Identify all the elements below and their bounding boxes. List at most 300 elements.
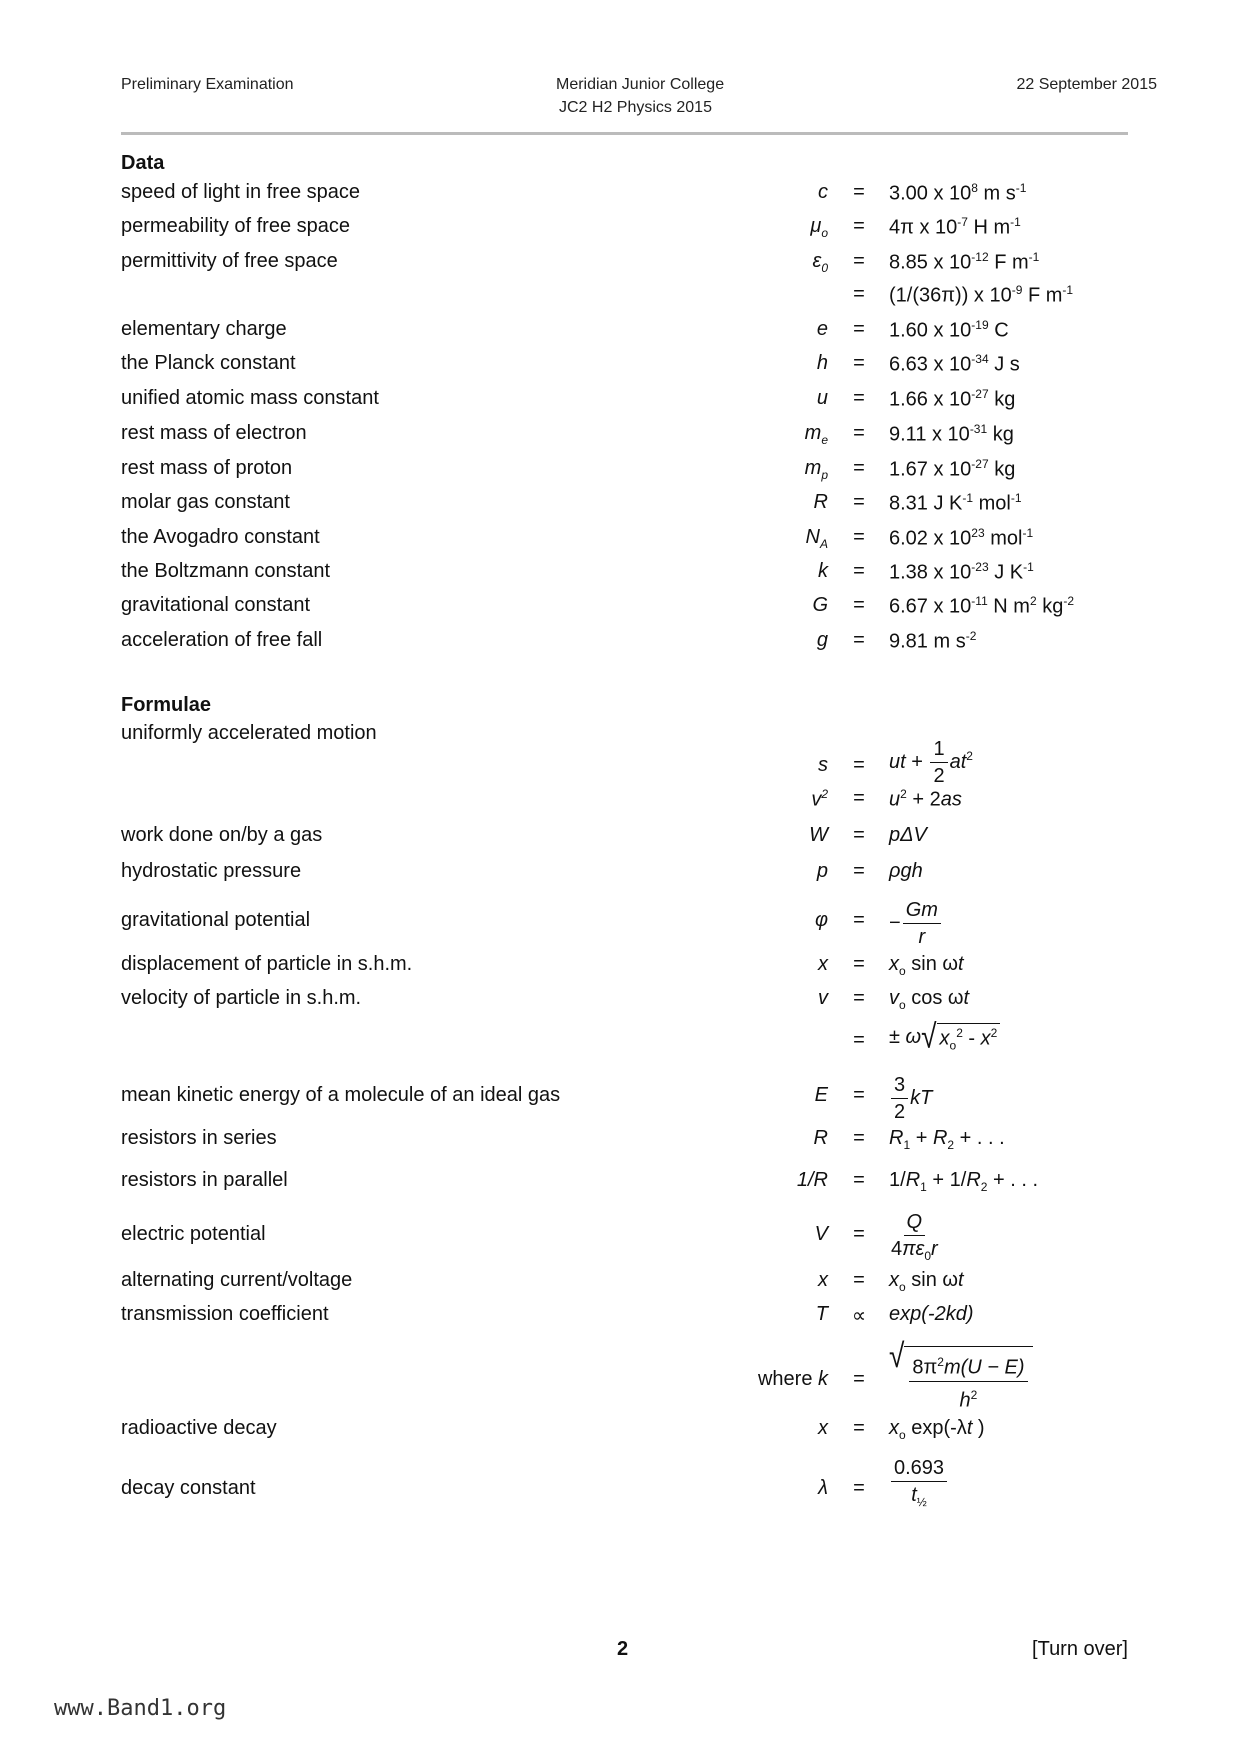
equals-sign: =	[853, 283, 865, 305]
superscript: -9	[1011, 283, 1023, 297]
text: 6.67 x 10	[889, 595, 972, 618]
math-text: h	[959, 1389, 971, 1412]
text: + . . .	[954, 1127, 1005, 1149]
constant-value	[889, 250, 1039, 275]
text: 8.31 J K	[889, 492, 963, 515]
data-heading: Data	[121, 152, 165, 174]
formula-row	[0, 1211, 1239, 1263]
text: 3	[894, 1074, 906, 1096]
text: k	[818, 560, 828, 582]
text: +	[910, 1127, 933, 1149]
denominator	[911, 1482, 927, 1515]
text: 2	[894, 1101, 906, 1123]
superscript: -19	[971, 318, 989, 332]
constant-label: molar gas constant	[121, 491, 290, 513]
equals-sign: =	[853, 860, 865, 882]
superscript: 2	[937, 1355, 944, 1369]
subscript: o	[899, 998, 906, 1012]
math-text: t	[911, 1484, 917, 1506]
math-text: t	[966, 1417, 973, 1439]
header-left: Preliminary Examination	[121, 76, 294, 93]
text: 1.60 x 10	[889, 319, 972, 342]
subscript: 2	[947, 1138, 955, 1152]
constant-row	[0, 352, 1239, 382]
constant-label: acceleration of free fall	[121, 629, 323, 651]
subscript: ½	[916, 1495, 927, 1509]
text: 9.11 x 10	[889, 423, 970, 446]
constant-label: the Planck constant	[121, 352, 296, 374]
formula-label: gravitational potential	[121, 909, 311, 931]
fraction	[891, 1455, 947, 1515]
text: + 2	[906, 788, 941, 811]
subscript: 1	[920, 1180, 927, 1194]
radical-sign: √	[889, 1336, 905, 1375]
text: kg	[988, 458, 1016, 481]
formula-value	[889, 860, 923, 883]
text: 2	[933, 765, 945, 787]
formula-label: transmission coefficient	[121, 1303, 329, 1325]
subscript: e	[821, 433, 828, 447]
constant-value	[889, 352, 1020, 377]
math-text: t	[957, 1269, 964, 1291]
constant-value	[889, 457, 1015, 482]
watermark: www.Band1.org	[54, 1696, 227, 1721]
text: )	[972, 1417, 985, 1439]
text: λ	[818, 1477, 828, 1499]
superscript: 2	[1029, 594, 1037, 608]
text: 6.63 x 10	[889, 353, 972, 376]
text: 1/	[796, 1169, 814, 1191]
superscript: -2	[965, 629, 977, 643]
text: J K	[988, 561, 1024, 584]
math-text: x	[939, 1027, 950, 1050]
text: G	[812, 594, 828, 616]
text: F m	[988, 251, 1029, 274]
equals-sign: =	[853, 1269, 865, 1291]
constant-label: the Avogadro constant	[121, 526, 320, 548]
formula-label: hydrostatic pressure	[121, 860, 302, 882]
formula-symbol	[797, 1169, 828, 1192]
equals-sign: =	[853, 1417, 865, 1439]
text: 4	[891, 1238, 903, 1260]
formula-label: mean kinetic energy of a molecule of an ideal gas	[121, 1084, 561, 1106]
formula-row	[0, 899, 1239, 948]
formula-value	[889, 1455, 949, 1515]
equals-sign: =	[853, 1169, 865, 1191]
text: m	[804, 457, 822, 479]
equals-sign: =	[853, 526, 865, 548]
text: N m	[987, 595, 1030, 618]
formula-symbol	[818, 1417, 828, 1440]
superscript: 2	[821, 787, 828, 801]
math-text: u	[889, 788, 901, 811]
text: exp(-λ	[905, 1417, 967, 1439]
square-root	[889, 1336, 1033, 1413]
denominator	[960, 1382, 978, 1414]
constant-row	[0, 629, 1239, 659]
denominator	[891, 1236, 938, 1269]
math-text: m(U − E)	[943, 1356, 1025, 1379]
constant-row	[0, 560, 1239, 590]
equals-sign: =	[853, 250, 865, 272]
formula-symbol	[818, 953, 828, 976]
formula-label: resistors in parallel	[121, 1169, 288, 1191]
equals-sign: =	[853, 387, 865, 409]
constant-row	[0, 526, 1239, 556]
text: cos ω	[905, 987, 964, 1009]
equals-sign: =	[853, 987, 865, 1009]
formula-value	[889, 953, 964, 978]
math-text: R	[813, 1169, 828, 1191]
constant-label: gravitational constant	[121, 594, 311, 616]
constant-row	[0, 283, 1239, 313]
denominator	[894, 1099, 905, 1125]
superscript: -27	[971, 457, 989, 471]
formula-label: electric potential	[121, 1223, 266, 1245]
subscript: A	[819, 537, 828, 551]
square-root	[921, 1017, 1000, 1055]
math-text: exp(-2	[889, 1303, 946, 1325]
superscript: -34	[971, 352, 989, 366]
text: −	[889, 911, 901, 934]
formula-value	[889, 1072, 932, 1125]
text: 1	[933, 738, 945, 760]
constant-symbol	[817, 318, 828, 341]
text: + 1/	[926, 1169, 967, 1191]
numerator	[909, 1349, 1027, 1382]
text: (1/(36π)) x 10	[889, 284, 1012, 307]
subscript: 2	[980, 1180, 988, 1194]
text: ε	[812, 250, 822, 272]
text: 8π	[912, 1356, 938, 1379]
constant-value	[889, 526, 1033, 551]
superscript: 23	[971, 526, 985, 540]
math-text: r	[931, 1238, 938, 1260]
equals-sign: =	[853, 1029, 865, 1051]
text: 4π x 10	[889, 216, 958, 239]
subscript: o	[899, 964, 906, 978]
constant-row	[0, 215, 1239, 245]
text: H m	[967, 216, 1011, 239]
constant-value	[889, 594, 1074, 619]
formula-row	[0, 1269, 1239, 1299]
constant-label: the Boltzmann constant	[121, 560, 331, 582]
text: 8.85 x 10	[889, 251, 972, 274]
equals-sign: =	[853, 1127, 865, 1149]
superscript: -31	[969, 422, 988, 436]
math-text: R	[966, 1169, 981, 1191]
superscript: -2	[1063, 594, 1075, 608]
text: 1/	[889, 1169, 906, 1191]
formula-value	[889, 1127, 1005, 1152]
text: T	[815, 1303, 828, 1325]
math-text: ut	[889, 750, 906, 773]
formula-symbol	[758, 1368, 828, 1391]
numerator	[891, 1072, 908, 1099]
math-text: x	[980, 1027, 991, 1050]
superscript: -1	[1010, 215, 1021, 229]
math-text: t	[957, 953, 964, 975]
text: +	[905, 750, 929, 773]
denominator	[933, 763, 944, 789]
constant-symbol	[812, 594, 828, 617]
fraction	[891, 1072, 908, 1125]
math-text: kT	[910, 1086, 933, 1109]
constant-symbol	[805, 422, 828, 447]
header-school: Meridian Junior College	[556, 76, 725, 93]
text: x	[818, 1269, 828, 1291]
fraction	[909, 1349, 1027, 1413]
text: c	[818, 181, 828, 203]
text: mol	[984, 527, 1023, 550]
constant-row	[0, 491, 1239, 521]
formula-row	[0, 987, 1239, 1017]
formula-row	[0, 953, 1239, 983]
math-text: Gm	[905, 899, 938, 921]
formula-row	[0, 1169, 1239, 1199]
constant-row	[0, 318, 1239, 348]
equals-sign: =	[853, 318, 865, 340]
text: 6.02 x 10	[889, 527, 972, 550]
superscript: -7	[957, 215, 968, 229]
text: kg	[987, 423, 1014, 446]
constant-value	[889, 422, 1014, 447]
text: R	[813, 491, 828, 513]
text: ±	[889, 1026, 906, 1049]
subscript: o	[899, 1428, 906, 1442]
math-text: as	[940, 788, 962, 811]
math-text: pΔV	[889, 824, 927, 846]
fraction	[903, 897, 941, 950]
constant-symbol	[818, 560, 828, 583]
equals-sign: =	[853, 422, 865, 444]
text: + . . .	[987, 1169, 1039, 1191]
text: W	[809, 824, 828, 846]
equals-sign: =	[853, 909, 865, 931]
formula-symbol	[815, 1223, 828, 1246]
constant-label: unified atomic mass constant	[121, 387, 379, 409]
constant-value	[889, 318, 1009, 343]
text: u	[816, 387, 828, 409]
constant-value	[889, 215, 1021, 240]
equals-sign: =	[853, 787, 865, 809]
constant-value	[889, 560, 1034, 585]
formula-label: velocity of particle in s.h.m.	[121, 987, 362, 1009]
text: x	[818, 953, 828, 975]
constant-symbol	[813, 250, 828, 275]
text: 0.693	[894, 1457, 945, 1479]
constant-label: speed of light in free space	[121, 181, 361, 203]
formula-row	[0, 1127, 1239, 1157]
equals-sign: =	[853, 824, 865, 846]
equals-sign: =	[853, 457, 865, 479]
superscript: 8	[971, 181, 978, 195]
math-text: x	[889, 953, 899, 975]
formula-value	[889, 1017, 1000, 1055]
text: s	[818, 754, 828, 776]
fraction	[930, 736, 947, 789]
formula-value	[889, 787, 962, 812]
constant-row	[0, 457, 1239, 487]
formula-value	[889, 736, 973, 789]
formula-label: resistors in series	[121, 1127, 277, 1149]
constant-symbol	[814, 491, 828, 514]
superscript: -1	[1010, 491, 1022, 505]
math-text: )	[966, 1303, 974, 1325]
formula-label: radioactive decay	[121, 1417, 277, 1439]
formula-row	[0, 860, 1239, 890]
text: J s	[988, 353, 1020, 376]
formula-row	[0, 1417, 1239, 1447]
superscript: -1	[1023, 560, 1034, 574]
text: 1.67 x 10	[889, 458, 972, 481]
math-text: x	[889, 1417, 899, 1439]
superscript: -11	[971, 594, 988, 608]
radical-sign: √	[921, 1017, 937, 1055]
subscript: p	[821, 468, 828, 482]
formula-label: decay constant	[121, 1477, 256, 1499]
text: mol	[973, 492, 1011, 515]
text: v	[811, 788, 822, 811]
formula-row	[0, 1457, 1239, 1509]
text: C	[988, 319, 1009, 342]
formulae-heading: Formulae	[121, 694, 212, 716]
math-text: r	[918, 926, 926, 948]
equals-sign: =	[853, 953, 865, 975]
constant-label: rest mass of proton	[121, 457, 293, 479]
formula-row	[0, 1017, 1239, 1059]
text: x	[818, 1417, 828, 1439]
formula-value	[889, 1269, 964, 1294]
constant-row	[0, 387, 1239, 417]
text: 1.66 x 10	[889, 388, 972, 411]
formula-symbol	[814, 1127, 828, 1150]
constant-label: permeability of free space	[121, 215, 351, 237]
superscript: 2	[970, 1387, 978, 1402]
constant-symbol	[817, 387, 828, 410]
text: p	[816, 860, 828, 882]
formula-symbol	[816, 1303, 828, 1326]
math-text: ρgh	[889, 860, 923, 882]
formula-value	[889, 1336, 1033, 1413]
equals-sign: =	[853, 594, 865, 616]
text: N	[805, 526, 820, 548]
constant-value	[889, 387, 1015, 412]
header-date: 22 September 2015	[1016, 76, 1157, 93]
equals-sign: =	[853, 629, 865, 651]
denominator	[918, 924, 925, 950]
constant-value	[889, 491, 1022, 516]
math-text: kd	[945, 1303, 967, 1325]
formula-symbol	[818, 754, 828, 777]
math-text: R	[905, 1169, 921, 1191]
text: v	[818, 987, 828, 1009]
formula-value	[889, 1303, 974, 1326]
math-text: x	[889, 1269, 899, 1291]
constant-label: elementary charge	[121, 318, 287, 340]
constant-symbol	[805, 457, 828, 482]
constant-row	[0, 422, 1239, 452]
superscript: -23	[971, 560, 989, 574]
formula-symbol	[817, 860, 828, 883]
superscript: 2	[966, 749, 973, 764]
constant-label: rest mass of electron	[121, 422, 307, 444]
turn-over-note: [Turn over]	[1032, 1638, 1128, 1660]
formula-row	[0, 1303, 1239, 1333]
text: h	[816, 352, 828, 374]
math-text: Q	[906, 1211, 923, 1233]
formula-value	[889, 1417, 985, 1442]
math-text: k	[818, 1368, 828, 1390]
math-text: πε	[902, 1238, 925, 1260]
math-text: ω	[905, 1026, 922, 1049]
text: sin ω	[905, 953, 958, 975]
formula-value	[889, 1209, 940, 1269]
superscript: -1	[1062, 283, 1074, 297]
formula-row	[0, 1074, 1239, 1123]
superscript: -27	[971, 387, 989, 401]
math-text: at	[949, 750, 967, 773]
constant-symbol	[818, 181, 828, 204]
text: 1.38 x 10	[889, 561, 972, 584]
constant-label: permittivity of free space	[121, 250, 338, 272]
formula-label: uniformly accelerated motion	[121, 722, 377, 744]
math-text: v	[889, 987, 899, 1009]
constant-row	[0, 181, 1239, 211]
formula-value	[889, 897, 943, 950]
constant-row	[0, 250, 1239, 280]
radicand	[904, 1346, 1032, 1413]
math-text: R	[889, 1127, 904, 1149]
equals-sign: =	[853, 1368, 865, 1390]
equals-sign: =	[853, 1084, 865, 1106]
numerator	[903, 897, 941, 924]
constant-row	[0, 594, 1239, 624]
equals-sign: =	[853, 1477, 865, 1499]
radicand	[937, 1023, 1001, 1053]
numerator	[891, 1455, 947, 1482]
formula-symbol	[815, 1084, 828, 1107]
text: where	[757, 1368, 818, 1390]
text: kg	[988, 388, 1016, 411]
constant-value	[889, 629, 976, 654]
superscript: 2	[956, 1026, 963, 1040]
equals-sign: =	[853, 215, 865, 237]
superscript: 2	[900, 787, 907, 801]
math-text: R	[932, 1127, 948, 1149]
subscript: o	[899, 1280, 906, 1294]
constant-value	[889, 181, 1026, 206]
text: F m	[1022, 284, 1063, 307]
equals-sign: =	[853, 754, 865, 776]
superscript: -1	[1028, 250, 1040, 264]
formula-symbol	[818, 1477, 828, 1500]
page-number: 2	[617, 1638, 629, 1660]
equals-sign: ∝	[851, 1305, 867, 1327]
formula-row	[0, 787, 1239, 817]
superscript: -1	[1022, 526, 1034, 540]
superscript: -12	[971, 250, 989, 264]
text: m s	[977, 182, 1016, 205]
subscript: 0	[821, 261, 828, 275]
equals-sign: =	[853, 560, 865, 582]
subscript: o	[949, 1038, 957, 1053]
superscript: -1	[962, 491, 974, 505]
text: V	[814, 1223, 828, 1245]
header-subject: JC2 H2 Physics 2015	[559, 99, 712, 116]
formula-value	[889, 1169, 1038, 1194]
numerator	[904, 1209, 926, 1236]
